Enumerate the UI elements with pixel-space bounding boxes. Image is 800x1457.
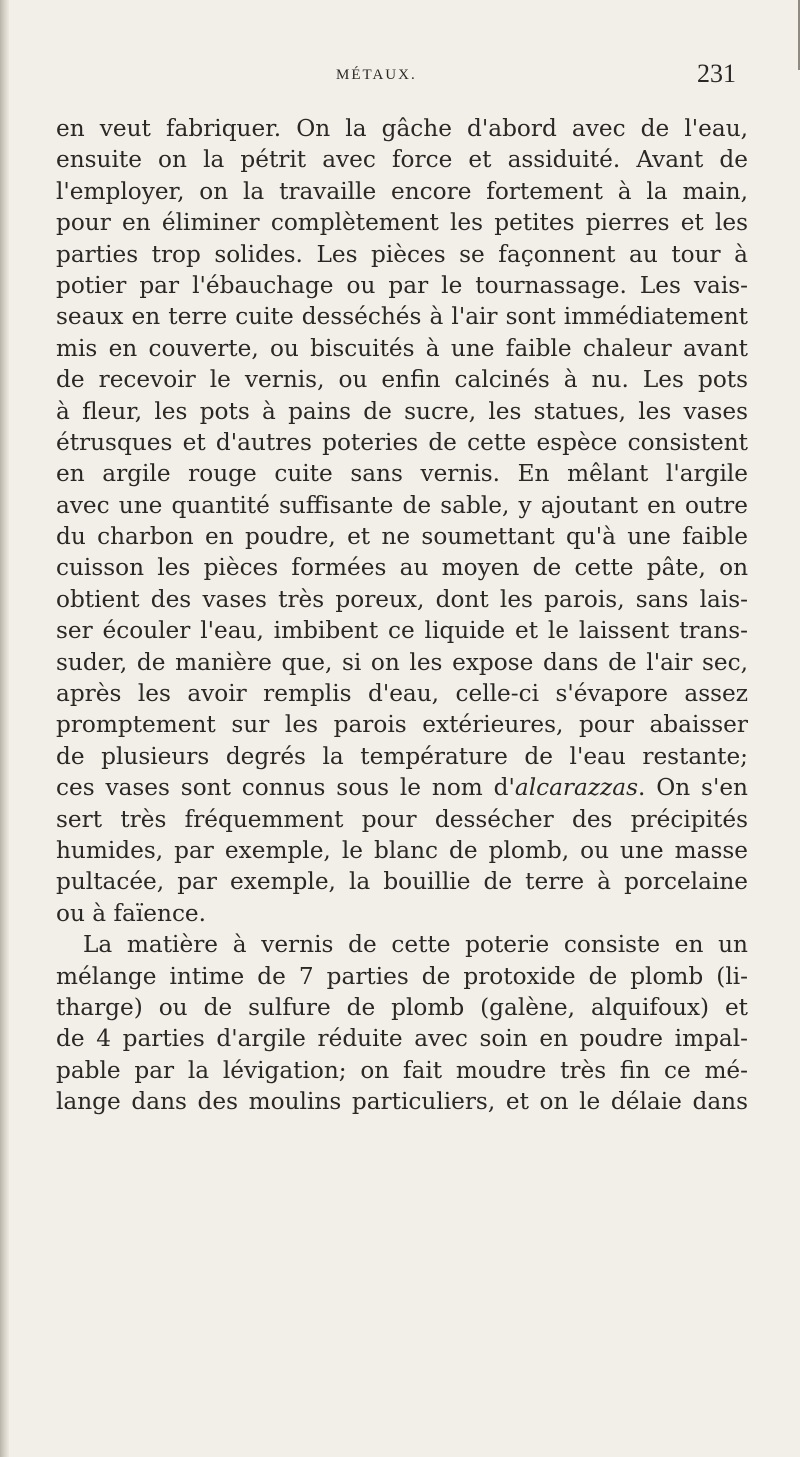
running-head — [44, 40, 764, 88]
text-line: ser écouler l'eau, imbibent ce liquide et le laissent trans- — [56, 617, 748, 645]
text-line: en argile rouge cuite sans vernis. En mêlant l'argile — [56, 460, 748, 488]
text-line: humides, par exemple, le blanc de plomb, ou une masse — [56, 836, 748, 864]
text-line-with-italic — [56, 772, 748, 803]
text-line: ensuite on la pétrit avec force et assiduité. Avant de — [56, 146, 748, 174]
body-text — [56, 113, 748, 1118]
text-fragment: . On s'en — [638, 774, 748, 802]
text-line: promptement sur les parois extérieures, pour abaisser — [56, 711, 748, 739]
text-line: mis en couverte, ou biscuités à une faible chaleur avant — [56, 334, 748, 362]
text-line: obtient des vases très poreux, dont les parois, sans lais- — [56, 585, 748, 613]
text-line: seaux en terre cuite desséchés à l'air sont immédiatement — [56, 303, 748, 331]
text-line: de recevoir le vernis, ou enfin calcinés à nu. Les pots — [56, 366, 748, 394]
text-line: en veut fabriquer. On la gâche d'abord avec de l'eau, — [56, 115, 748, 142]
text-line: mélange intime de 7 parties de protoxide de plomb (li- — [56, 962, 748, 990]
text-line: lange dans des moulins particuliers, et on le délaie dans — [56, 1088, 748, 1116]
text-line: La matière à vernis de cette poterie consiste en un — [83, 931, 748, 959]
running-title: MÉTAUX. — [336, 67, 417, 83]
text-line: parties trop solides. Les pièces se façonnent au tour à — [56, 240, 748, 268]
text-line: tharge) ou de sulfure de plomb (galène, alquifoux) et — [56, 993, 748, 1021]
italic-term: alcarazzas — [514, 774, 638, 802]
text-line: du charbon en poudre, et ne soumettant qu'à une faible — [56, 523, 748, 551]
text-line: pour en éliminer complètement les petites pierres et les — [56, 209, 748, 237]
text-line: pable par la lévigation; on fait moudre très fin ce mé- — [56, 1056, 748, 1084]
text-line: ou à faïence. — [56, 899, 207, 927]
text-line: après les avoir remplis d'eau, celle-ci s'évapore assez — [56, 680, 748, 708]
text-line: l'employer, on la travaille encore fortement à la main, — [56, 177, 748, 205]
text-line: potier par l'ébauchage ou par le tournassage. Les vais- — [56, 271, 748, 299]
text-line: cuisson les pièces formées au moyen de cette pâte, on — [56, 554, 748, 582]
page-gutter-shadow — [0, 0, 9, 1457]
text-line: pultacée, par exemple, la bouillie de terre à porcelaine — [56, 868, 748, 896]
text-line: sert très fréquemment pour dessécher des précipités — [56, 805, 748, 833]
text-line: étrusques et d'autres poteries de cette espèce consistent — [56, 428, 748, 456]
book-page — [44, 40, 764, 88]
text-line: à fleur, les pots à pains de sucre, les statues, les vases — [56, 397, 748, 425]
page-number: 231 — [697, 59, 736, 88]
text-line: de 4 parties d'argile réduite avec soin en poudre impal- — [56, 1025, 748, 1053]
text-line: suder, de manière que, si on les expose dans de l'air sec, — [56, 648, 748, 676]
text-fragment: ces vases sont connus sous le nom d' — [56, 774, 515, 802]
text-line: avec une quantité suffisante de sable, y ajoutant en outre — [56, 491, 748, 519]
text-line: de plusieurs degrés la température de l'eau restante; — [56, 742, 748, 770]
